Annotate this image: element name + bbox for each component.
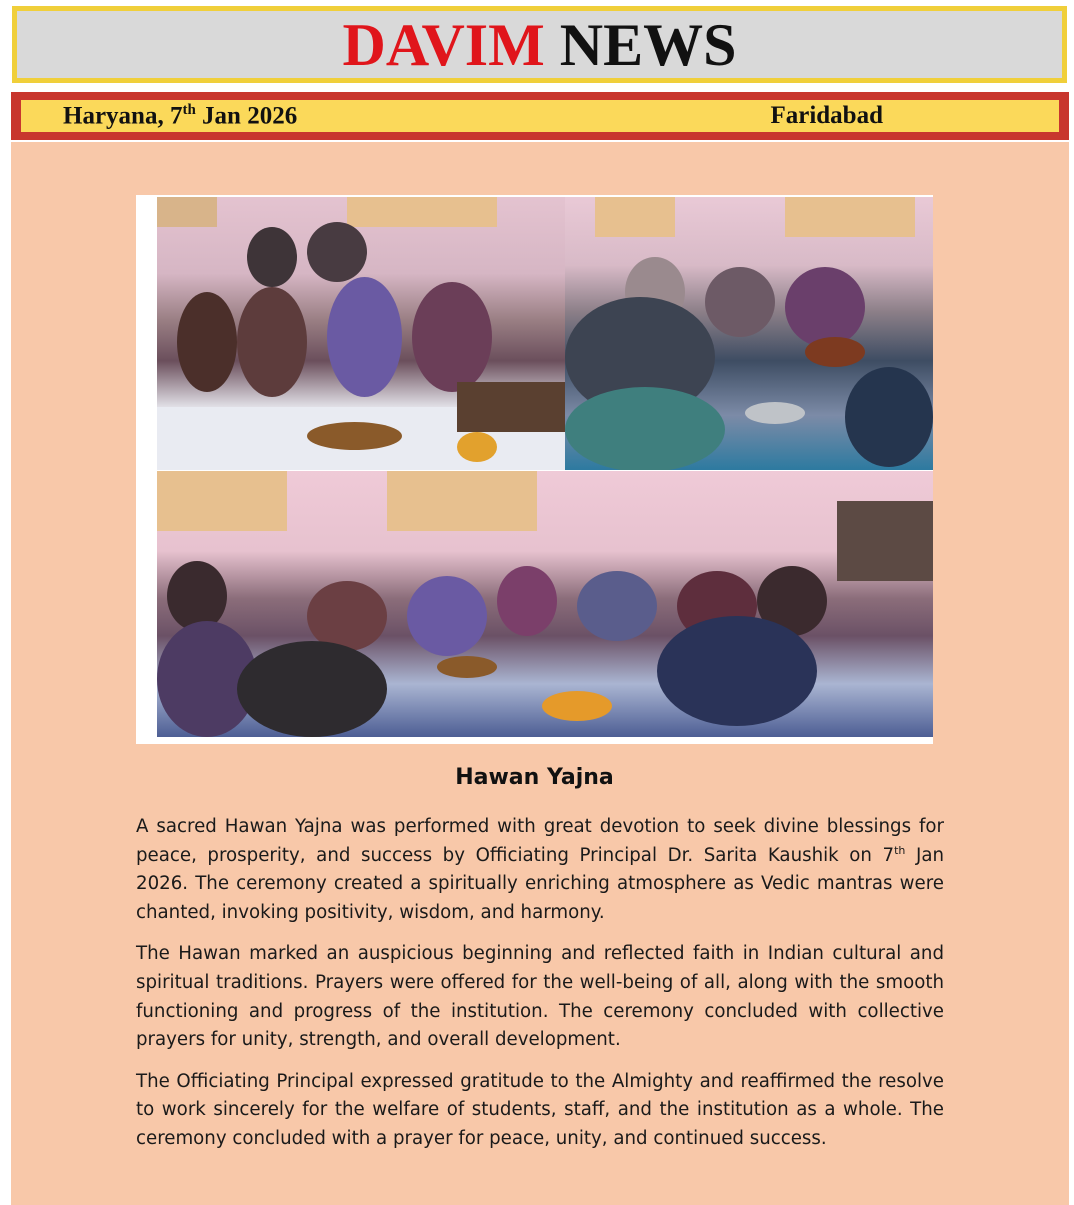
newspaper-title [17, 11, 1062, 79]
article-body [136, 813, 944, 1167]
dateline-bar [11, 92, 1069, 140]
photo-top-right [565, 197, 933, 470]
article-headline: Hawan Yajna [455, 765, 614, 790]
dateline-date [63, 102, 297, 130]
article-paragraph-3: The Officiating Principal expressed gratitude to the Almighty and reaffirmed the resolve to work sincerely for the welfare of students, staff, and the institution as a whole. The ceremony concluded with a prayer for peace, unity, and continued success. [136, 1070, 944, 1149]
dateline-date-suffix: th [182, 102, 196, 118]
dateline-city: Faridabad [770, 102, 883, 129]
paragraph-1-text-b: Jan 2026. The ceremony created a spiritually enriching atmosphere as Vedic mantras were chanted, invoking positivity, wisdom, and harmony. [136, 844, 944, 923]
paragraph-1-date-suffix: th [894, 843, 906, 857]
paragraph-1-text-a: A sacred Hawan Yajna was performed with great devotion to seek divine blessings for peace, prosperity, and success by Officiating Principal Dr. Sarita Kaushik on 7 [136, 816, 944, 866]
photo-bottom [157, 471, 933, 737]
masthead [12, 6, 1067, 83]
article-paragraph-1 [136, 813, 944, 927]
dateline-date-rest: Jan 2026 [195, 102, 298, 130]
title-part-davim: DAVIM [342, 12, 545, 78]
photo-top-left [157, 197, 565, 470]
article-paragraph-2: The Hawan marked an auspicious beginning and reflected faith in Indian cultural and spiritual traditions. Prayers were offered for the well-being of all, along with the smooth functioning and progress of the institution. The ceremony concluded with collective prayers for unity, strength, and overall development. [136, 943, 944, 1051]
title-part-news: NEWS [559, 12, 737, 78]
dateline-location: Haryana, 7 [63, 102, 183, 130]
